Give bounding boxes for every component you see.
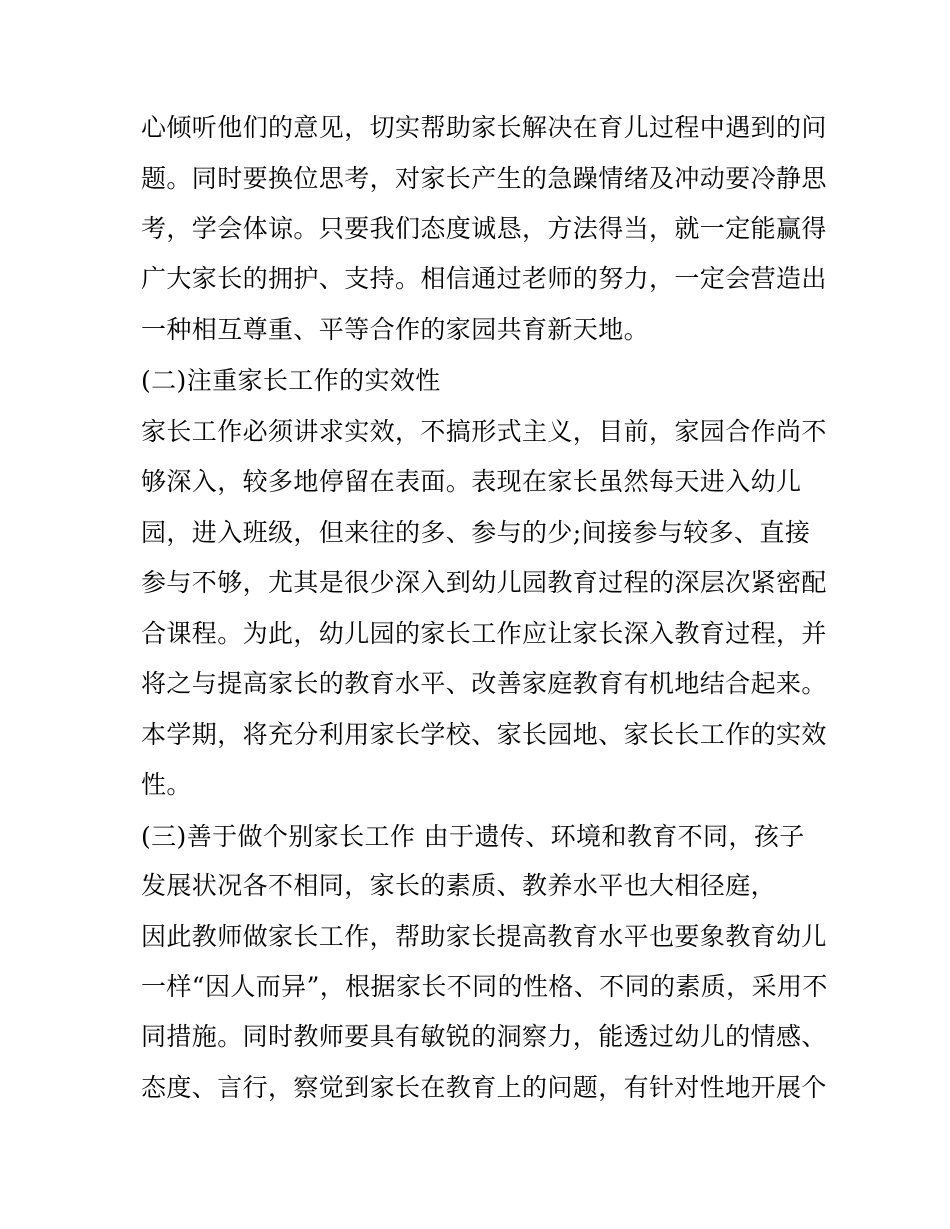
paragraph-line: 题。同时要换位思考，对家长产生的急躁情绪及冲动要冷静思: [141, 164, 827, 193]
paragraph-line: 性。: [141, 770, 192, 799]
paragraph-line: 将之与提高家长的教育水平、改善家庭教育有机地结合起来。: [141, 669, 827, 698]
paragraph-line: 广大家长的拥护、支持。相信通过老师的努力，一定会营造出: [141, 264, 827, 293]
section-heading: (二)注重家长工作的实效性: [141, 366, 441, 395]
paragraph-line: 够深入，较多地停留在表面。表现在家长虽然每天进入幼儿: [141, 467, 802, 496]
paragraph-line: 发展状况各不相同，家长的素质、教养水平也大相径庭，: [141, 871, 777, 900]
paragraph-line: 一种相互尊重、平等合作的家园共育新天地。: [141, 315, 650, 344]
section-heading: (三)善于做个别家长工作 由于遗传、环境和教育不同，孩子: [141, 822, 805, 851]
paragraph-line: 心倾听他们的意见，切实帮助家长解决在育儿过程中遇到的问: [141, 113, 827, 142]
paragraph-line: 考，学会体谅。只要我们态度诚恳，方法得当，就一定能赢得: [141, 214, 827, 243]
paragraph-line: 同措施。同时教师要具有敏锐的洞察力，能透过幼儿的情感、: [141, 1022, 827, 1051]
paragraph-line: 合课程。为此，幼儿园的家长工作应让家长深入教育过程，并: [141, 619, 827, 648]
paragraph-line: 园，进入班级，但来往的多、参与的少;间接参与较多、直接: [141, 518, 811, 547]
paragraph-line: 家长工作必须讲求实效，不搞形式主义，目前，家园合作尚不: [141, 417, 827, 446]
paragraph-line: 态度、言行，察觉到家长在教育上的问题，有针对性地开展个: [141, 1073, 827, 1102]
paragraph-line: 本学期，将充分利用家长学校、家长园地、家长长工作的实效: [141, 720, 827, 749]
paragraph-line: 参与不够，尤其是很少深入到幼儿园教育过程的深层次紧密配: [141, 568, 827, 597]
paragraph-line: 因此教师做家长工作，帮助家长提高教育水平也要象教育幼儿: [141, 922, 827, 951]
paragraph-line: 一样“因人而异”，根据家长不同的性格、不同的素质，采用不: [141, 972, 828, 1001]
